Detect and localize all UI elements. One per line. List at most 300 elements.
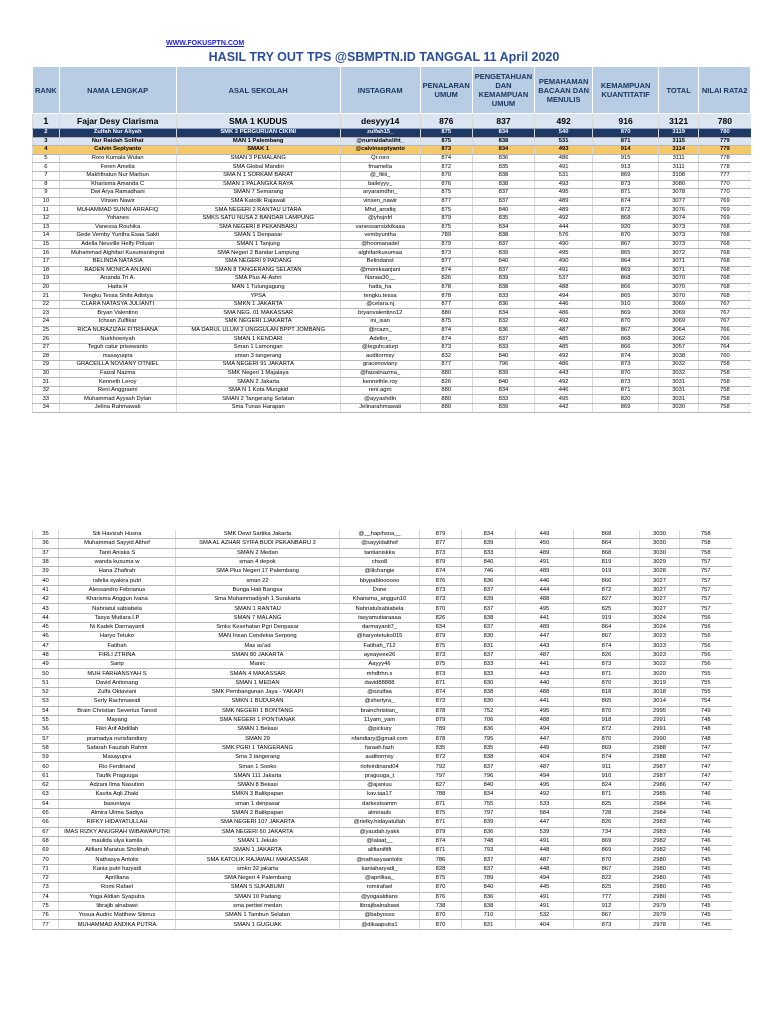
- kemampuan-kuantitatif-cell: 872: [593, 206, 659, 215]
- pemahaman-bacaan-menulis-cell: 404: [516, 920, 574, 929]
- pengetahuan-kemampuan-umum-cell: 833: [462, 548, 516, 557]
- instagram-cell: @monikaanjani: [340, 266, 420, 275]
- header-school: ASAL SEKOLAH: [176, 67, 340, 114]
- pemahaman-bacaan-menulis-cell: 485: [535, 343, 593, 352]
- instagram-cell: @_fiiiii_: [340, 171, 420, 180]
- school-cell: SMAN 1 RANTAU: [176, 604, 340, 613]
- name-cell: Rio Ferdinand: [59, 762, 176, 771]
- pengetahuan-kemampuan-umum-cell: 755: [462, 799, 516, 808]
- pemahaman-bacaan-menulis-cell: 487: [516, 650, 574, 659]
- name-cell: IMAS RIZKY ANUGRAH WIBAWAPUTRI: [59, 827, 176, 836]
- rank-cell: 10: [33, 197, 60, 206]
- instagram-cell: darmayanti7_: [340, 622, 420, 631]
- school-cell: SMAK 1: [176, 146, 340, 155]
- pengetahuan-kemampuan-umum-cell: 839: [462, 818, 516, 827]
- instagram-cell: @lalaat__: [340, 836, 420, 845]
- table-row: [33, 725, 732, 734]
- pemahaman-bacaan-menulis-cell: 446: [516, 576, 574, 585]
- kemampuan-kuantitatif-cell: 871: [593, 386, 659, 395]
- instagram-cell: @celara.nj: [340, 300, 420, 309]
- average-cell: 747: [680, 753, 732, 762]
- pemahaman-bacaan-menulis-cell: 491: [535, 266, 593, 275]
- pemahaman-bacaan-menulis-cell: 539: [516, 827, 574, 836]
- penalaran-umum-cell: 792: [420, 762, 462, 771]
- penalaran-umum-cell: 873: [420, 146, 472, 155]
- rank-cell: 8: [33, 180, 60, 189]
- school-cell: smkn 32 jakarta: [176, 864, 340, 873]
- school-cell: SMK 3 PERGURUAN CIKINI: [176, 129, 340, 138]
- kemampuan-kuantitatif-cell: 873: [593, 361, 659, 370]
- kemampuan-kuantitatif-cell: 870: [593, 369, 659, 378]
- penalaran-umum-cell: 786: [420, 855, 462, 864]
- instagram-cell: tantianiskka: [340, 548, 420, 557]
- pengetahuan-kemampuan-umum-cell: 830: [462, 678, 516, 687]
- table-row: [33, 275, 751, 284]
- name-cell: MUHAMMAD ANDIKA PUTRA: [59, 920, 176, 929]
- instagram-cell: almirauls: [340, 808, 420, 817]
- total-cell: 3030: [640, 530, 680, 539]
- pengetahuan-kemampuan-umum-cell: 831: [462, 641, 516, 650]
- penalaran-umum-cell: 878: [420, 283, 472, 292]
- table-row: [33, 678, 732, 687]
- school-cell: SMA KATOLIK RAJAWALI MAKASSAR: [176, 855, 340, 864]
- name-cell: FIRLI ZTRINA: [59, 650, 176, 659]
- total-cell: 3111: [659, 154, 699, 163]
- penalaran-umum-cell: 834: [420, 622, 462, 631]
- name-cell: Feren Amelia: [59, 163, 176, 172]
- school-cell: SMAN 2 Tangerang Selatan: [176, 395, 340, 404]
- kemampuan-kuantitatif-cell: 865: [593, 249, 659, 258]
- table-row: [33, 771, 732, 780]
- school-cell: SMA AL AZHAR SYIFA BUDI PEKANBARU 2: [176, 539, 340, 548]
- pemahaman-bacaan-menulis-cell: 441: [516, 697, 574, 706]
- name-cell: Nahriatul sabiabela: [59, 604, 176, 613]
- pengetahuan-kemampuan-umum-cell: 835: [472, 163, 534, 172]
- rank-cell: 71: [33, 864, 59, 873]
- total-cell: 2983: [640, 818, 680, 827]
- pemahaman-bacaan-menulis-cell: 494: [516, 725, 574, 734]
- penalaran-umum-cell: 870: [420, 883, 462, 892]
- average-cell: 757: [680, 557, 732, 566]
- pengetahuan-kemampuan-umum-cell: 830: [462, 697, 516, 706]
- average-cell: 756: [680, 622, 732, 631]
- name-cell: Teguh catur prisewanto: [59, 343, 176, 352]
- name-cell: Mayang: [59, 715, 176, 724]
- rank-cell: 69: [33, 846, 59, 855]
- average-cell: 748: [680, 715, 732, 724]
- table-row: [33, 641, 732, 650]
- rank-cell: 4: [33, 146, 60, 155]
- penalaran-umum-cell: 876: [420, 892, 462, 901]
- total-cell: 3069: [659, 318, 699, 327]
- average-cell: 779: [699, 146, 751, 155]
- name-cell: Adella Neuville Helfy Poluan: [59, 240, 176, 249]
- kemampuan-kuantitatif-cell: 914: [593, 146, 659, 155]
- total-cell: 2986: [640, 781, 680, 790]
- kemampuan-kuantitatif-cell: 913: [593, 163, 659, 172]
- penalaran-umum-cell: 874: [420, 836, 462, 845]
- pengetahuan-kemampuan-umum-cell: 838: [462, 688, 516, 697]
- kemampuan-kuantitatif-cell: 866: [593, 283, 659, 292]
- total-cell: 3064: [659, 326, 699, 335]
- rank-cell: 28: [33, 352, 60, 361]
- rank-cell: 68: [33, 836, 59, 845]
- pemahaman-bacaan-menulis-cell: 449: [516, 530, 574, 539]
- kemampuan-kuantitatif-cell: 869: [574, 836, 640, 845]
- instagram-cell: @yogaaldians: [340, 892, 420, 901]
- table-row: [33, 378, 751, 387]
- total-cell: 3030: [659, 404, 699, 413]
- instagram-cell: Qr.roro: [340, 154, 420, 163]
- pengetahuan-kemampuan-umum-cell: 835: [462, 743, 516, 752]
- name-cell: RADEN MONICA ANJANI: [59, 266, 176, 275]
- pemahaman-bacaan-menulis-cell: 488: [516, 595, 574, 604]
- name-cell: Sarip: [59, 660, 176, 669]
- name-cell: Tanti Aniska S: [59, 548, 176, 557]
- instagram-cell: tasyamutiaraaaa: [340, 613, 420, 622]
- school-cell: SMA Plus Negeri 17 Palembang: [176, 567, 340, 576]
- total-cell: 3080: [659, 180, 699, 189]
- penalaran-umum-cell: 879: [420, 214, 472, 223]
- kemampuan-kuantitatif-cell: 912: [574, 901, 640, 910]
- name-cell: Gede Vemby Yuntha Esaa Sakti: [59, 232, 176, 241]
- total-cell: 3024: [640, 622, 680, 631]
- total-cell: 3072: [659, 249, 699, 258]
- kemampuan-kuantitatif-cell: 868: [593, 214, 659, 223]
- total-cell: 3027: [640, 595, 680, 604]
- kemampuan-kuantitatif-cell: 819: [574, 557, 640, 566]
- rank-cell: 21: [33, 292, 60, 301]
- name-cell: Yosua Audric Matthew Sitorus: [59, 911, 176, 920]
- total-cell: 3121: [659, 114, 699, 129]
- table-row: [33, 361, 751, 370]
- name-cell: Ni Kadek Darmayanti: [59, 622, 176, 631]
- pemahaman-bacaan-menulis-cell: 487: [516, 762, 574, 771]
- pengetahuan-kemampuan-umum-cell: 797: [462, 808, 516, 817]
- total-cell: 2980: [640, 892, 680, 901]
- name-cell: Vanessa Rouhika: [59, 223, 176, 232]
- penalaran-umum-cell: 880: [420, 404, 472, 413]
- rank-cell: 7: [33, 171, 60, 180]
- rank-cell: 37: [33, 548, 59, 557]
- pemahaman-bacaan-menulis-cell: 446: [535, 300, 593, 309]
- table-row: [33, 753, 732, 762]
- total-cell: 3023: [640, 650, 680, 659]
- average-cell: 747: [680, 762, 732, 771]
- pengetahuan-kemampuan-umum-cell: 836: [462, 892, 516, 901]
- rank-cell: 45: [33, 622, 59, 631]
- rank-cell: 2: [33, 129, 60, 138]
- total-cell: 2980: [640, 883, 680, 892]
- name-cell: MUHAMMAD SUNNI ARRAFIQ: [59, 206, 176, 215]
- total-cell: 3071: [659, 257, 699, 266]
- instagram-cell: kaniaharyadi_: [340, 864, 420, 873]
- pemahaman-bacaan-menulis-cell: 537: [535, 275, 593, 284]
- pengetahuan-kemampuan-umum-cell: 839: [462, 595, 516, 604]
- table-row: [33, 114, 751, 129]
- rank-cell: 42: [33, 595, 59, 604]
- school-cell: Mas as'ad: [176, 641, 340, 650]
- rank-cell: 26: [33, 335, 60, 344]
- average-cell: 746: [680, 808, 732, 817]
- kemampuan-kuantitatif-cell: 865: [593, 292, 659, 301]
- school-cell: SMAN 10 Padang: [176, 892, 340, 901]
- average-cell: 768: [699, 292, 751, 301]
- rank-cell: 40: [33, 576, 59, 585]
- pengetahuan-kemampuan-umum-cell: 836: [462, 576, 516, 585]
- school-cell: sman 4 depok: [176, 557, 340, 566]
- rank-cell: 44: [33, 613, 59, 622]
- total-cell: 3029: [640, 557, 680, 566]
- name-cell: BELINDA NATASIA: [59, 257, 176, 266]
- kemampuan-kuantitatif-cell: 734: [574, 827, 640, 836]
- name-cell: Siti Havizah Husna: [59, 530, 176, 539]
- table-row: [33, 781, 732, 790]
- table-row: [33, 715, 732, 724]
- penalaran-umum-cell: 870: [420, 911, 462, 920]
- average-cell: 780: [699, 114, 751, 129]
- penalaran-umum-cell: 871: [420, 846, 462, 855]
- penalaran-umum-cell: 880: [420, 395, 472, 404]
- name-cell: Kavita Aqli Zhaki: [59, 790, 176, 799]
- total-cell: 3031: [659, 395, 699, 404]
- table-row: [33, 790, 732, 799]
- kemampuan-kuantitatif-cell: 867: [574, 911, 640, 920]
- school-cell: SMA Plus Al-Ashri: [176, 275, 340, 284]
- rank-cell: 64: [33, 799, 59, 808]
- rank-cell: 16: [33, 249, 60, 258]
- average-cell: 768: [699, 249, 751, 258]
- school-cell: Sma 3 tangerang: [176, 753, 340, 762]
- school-cell: SMAN 1 GUGUAK: [176, 920, 340, 929]
- table-row: [33, 892, 732, 901]
- school-cell: SMAN 3 PEMALANG: [176, 154, 340, 163]
- school-cell: SMAN 1 Tanjung: [176, 240, 340, 249]
- average-cell: 758: [699, 386, 751, 395]
- pemahaman-bacaan-menulis-cell: 485: [535, 335, 593, 344]
- total-cell: 2987: [640, 771, 680, 780]
- average-cell: 745: [680, 920, 732, 929]
- pemahaman-bacaan-menulis-cell: 495: [516, 781, 574, 790]
- instagram-cell: mhdfrhn.s: [340, 669, 420, 678]
- pemahaman-bacaan-menulis-cell: 488: [516, 688, 574, 697]
- name-cell: Tasya Mutiara.I.P: [59, 613, 176, 622]
- school-cell: SMA NEGERI 107 JAKARTA: [176, 818, 340, 827]
- rank-cell: 51: [33, 678, 59, 687]
- school-cell: SMKN 1 BUDURAN: [176, 697, 340, 706]
- results-table-part-1: [32, 66, 751, 413]
- table-row: [33, 232, 751, 241]
- kemampuan-kuantitatif-cell: 874: [574, 753, 640, 762]
- average-cell: 768: [699, 257, 751, 266]
- penalaran-umum-cell: 874: [420, 154, 472, 163]
- pemahaman-bacaan-menulis-cell: 495: [535, 395, 593, 404]
- school-cell: sman 1 denpasar: [176, 799, 340, 808]
- total-cell: 2984: [640, 799, 680, 808]
- school-cell: SMA Global Mandiri: [176, 163, 340, 172]
- school-cell: Bunga Hati Bangsa: [176, 585, 340, 594]
- total-cell: 3111: [659, 163, 699, 172]
- name-cell: Faizal Nazma: [59, 369, 176, 378]
- instagram-cell: reni.agrn: [340, 386, 420, 395]
- rank-cell: 49: [33, 660, 59, 669]
- total-cell: 3032: [659, 361, 699, 370]
- school-cell: SMK Dewi Sartika Jakarta: [176, 530, 340, 539]
- school-cell: SMA NEGERI 91 JAKARTA: [176, 361, 340, 370]
- pemahaman-bacaan-menulis-cell: 494: [535, 292, 593, 301]
- kemampuan-kuantitatif-cell: 864: [574, 622, 640, 631]
- table-row: [33, 163, 751, 172]
- pengetahuan-kemampuan-umum-cell: 840: [462, 781, 516, 790]
- pemahaman-bacaan-menulis-cell: 442: [535, 404, 593, 413]
- penalaran-umum-cell: 874: [420, 688, 462, 697]
- table-row: [33, 318, 751, 327]
- results-table-part-2: [32, 530, 732, 930]
- pengetahuan-kemampuan-umum-cell: 837: [472, 240, 534, 249]
- table-row: [33, 206, 751, 215]
- school-cell: SMAN 1 MEDAN: [176, 678, 340, 687]
- penalaran-umum-cell: 871: [420, 799, 462, 808]
- pemahaman-bacaan-menulis-cell: 489: [516, 548, 574, 557]
- rank-cell: 55: [33, 715, 59, 724]
- penalaran-umum-cell: 789: [420, 232, 472, 241]
- school-cell: SMA Katolik Rajawali: [176, 197, 340, 206]
- table-row: [33, 129, 751, 138]
- school-cell: SMAN 7 MALANG: [176, 613, 340, 622]
- rank-cell: 17: [33, 257, 60, 266]
- kemampuan-kuantitatif-cell: 918: [574, 715, 640, 724]
- rank-cell: 1: [33, 114, 60, 129]
- penalaran-umum-cell: 874: [420, 326, 472, 335]
- kemampuan-kuantitatif-cell: 865: [574, 697, 640, 706]
- pemahaman-bacaan-menulis-cell: 531: [535, 137, 593, 146]
- rank-cell: 60: [33, 762, 59, 771]
- kemampuan-kuantitatif-cell: 827: [574, 595, 640, 604]
- table-row: [33, 266, 751, 275]
- penalaran-umum-cell: 875: [420, 189, 472, 198]
- pemahaman-bacaan-menulis-cell: 490: [535, 257, 593, 266]
- table-row: [33, 326, 751, 335]
- header-name: NAMA LENGKAP: [59, 67, 176, 114]
- kemampuan-kuantitatif-cell: 869: [574, 743, 640, 752]
- table-row: [33, 197, 751, 206]
- instagram-cell: @__hapihsna__: [340, 530, 420, 539]
- penalaran-umum-cell: 835: [420, 743, 462, 752]
- pemahaman-bacaan-menulis-cell: 449: [516, 743, 574, 752]
- kemampuan-kuantitatif-cell: 825: [574, 604, 640, 613]
- penalaran-umum-cell: 879: [420, 632, 462, 641]
- name-cell: Ichsan Zulfikar: [59, 318, 176, 327]
- instagram-cell: hatta_ha: [340, 283, 420, 292]
- penalaran-umum-cell: 874: [420, 266, 472, 275]
- name-cell: Yohanes: [59, 214, 176, 223]
- page-title: HASIL TRY OUT TPS @SBMPTN.ID TANGGAL 11 April 2020: [208, 50, 560, 64]
- school-cell: SMK Negeri 1 Majalaya: [176, 369, 340, 378]
- total-cell: 3032: [659, 369, 699, 378]
- name-cell: Nur Raidah Solihat: [59, 137, 176, 146]
- pengetahuan-kemampuan-umum-cell: 752: [462, 706, 516, 715]
- table-row: [33, 855, 732, 864]
- rank-cell: 19: [33, 275, 60, 284]
- school-cell: SMA NEGERI 60 JAKARTA: [176, 827, 340, 836]
- school-cell: MAN Insan Cendekia Serpong: [176, 632, 340, 641]
- penalaran-umum-cell: 873: [420, 343, 472, 352]
- instagram-cell: bryanvalentino12: [340, 309, 420, 318]
- instagram-cell: riofeirdinand04: [340, 762, 420, 771]
- penalaran-umum-cell: 871: [420, 818, 462, 827]
- average-cell: 755: [680, 678, 732, 687]
- kemampuan-kuantitatif-cell: 870: [593, 318, 659, 327]
- name-cell: Kharisma Anggun Ivana: [59, 595, 176, 604]
- kemampuan-kuantitatif-cell: 868: [574, 548, 640, 557]
- penalaran-umum-cell: 879: [420, 240, 472, 249]
- total-cell: 3027: [640, 604, 680, 613]
- instagram-cell: baileyyy_: [340, 180, 420, 189]
- instagram-cell: bbypabloooooo: [340, 576, 420, 585]
- name-cell: Alifiani Maratus Sholihah: [59, 846, 176, 855]
- average-cell: 767: [699, 309, 751, 318]
- rank-cell: 34: [33, 404, 60, 413]
- name-cell: pramadya nurisfandiary: [59, 734, 176, 743]
- instagram-cell: @nathasyaantolis: [340, 855, 420, 864]
- table-row: [33, 669, 732, 678]
- total-cell: 2979: [640, 911, 680, 920]
- instagram-cell: Jelinarahmawati: [340, 404, 420, 413]
- name-cell: maulida ulya kamila: [59, 836, 176, 845]
- kemampuan-kuantitatif-cell: 919: [574, 567, 640, 576]
- name-cell: Kenneth Leroy: [59, 378, 176, 387]
- instagram-cell: brainchristian_: [340, 706, 420, 715]
- instagram-cell: @hoomanadel: [340, 240, 420, 249]
- table-row: [33, 137, 751, 146]
- total-cell: 2978: [640, 920, 680, 929]
- pengetahuan-kemampuan-umum-cell: 838: [472, 171, 534, 180]
- school-cell: MAN 1 Tulungagung: [176, 283, 340, 292]
- school-cell: SMAN 80 JAKARTA: [176, 650, 340, 659]
- school-cell: SMKS SATU NUSA 2 BANDAR LAMPUNG: [176, 214, 340, 223]
- total-cell: 3073: [659, 232, 699, 241]
- name-cell: Tengku Tessa Shifa Adistya: [59, 292, 176, 301]
- instagram-cell: faraah.fazh: [340, 743, 420, 752]
- school-cell: SMAN 8 TANGERANG SELATAN: [176, 266, 340, 275]
- name-cell: Serly Rachmawati: [59, 697, 176, 706]
- table-row: [33, 576, 732, 585]
- pengetahuan-kemampuan-umum-cell: 840: [472, 352, 534, 361]
- pengetahuan-kemampuan-umum-cell: 839: [472, 249, 534, 258]
- kemampuan-kuantitatif-cell: 874: [593, 352, 659, 361]
- average-cell: 747: [680, 781, 732, 790]
- penalaran-umum-cell: 878: [420, 292, 472, 301]
- name-cell: Masayupra: [59, 753, 176, 762]
- source-url[interactable]: WWW.FOKUSPTN.COM: [166, 40, 245, 47]
- kemampuan-kuantitatif-cell: 869: [593, 171, 659, 180]
- table-row: [33, 171, 751, 180]
- average-cell: 746: [680, 790, 732, 799]
- instagram-cell: Mhd_arrafiq: [340, 206, 420, 215]
- kemampuan-kuantitatif-cell: 873: [574, 660, 640, 669]
- kemampuan-kuantitatif-cell: 868: [574, 530, 640, 539]
- penalaran-umum-cell: 872: [420, 753, 462, 762]
- name-cell: Calvin Septyanto: [59, 146, 176, 155]
- kemampuan-kuantitatif-cell: 867: [593, 240, 659, 249]
- average-cell: 768: [699, 275, 751, 284]
- average-cell: 758: [699, 369, 751, 378]
- average-cell: 766: [699, 326, 751, 335]
- table-row: [33, 240, 751, 249]
- header-pemahaman-bacaan-menulis: PEMAHAMAN BACAAN DAN MENULIS: [535, 67, 593, 114]
- penalaran-umum-cell: 875: [420, 223, 472, 232]
- name-cell: Zulfa Oktaviani: [59, 688, 176, 697]
